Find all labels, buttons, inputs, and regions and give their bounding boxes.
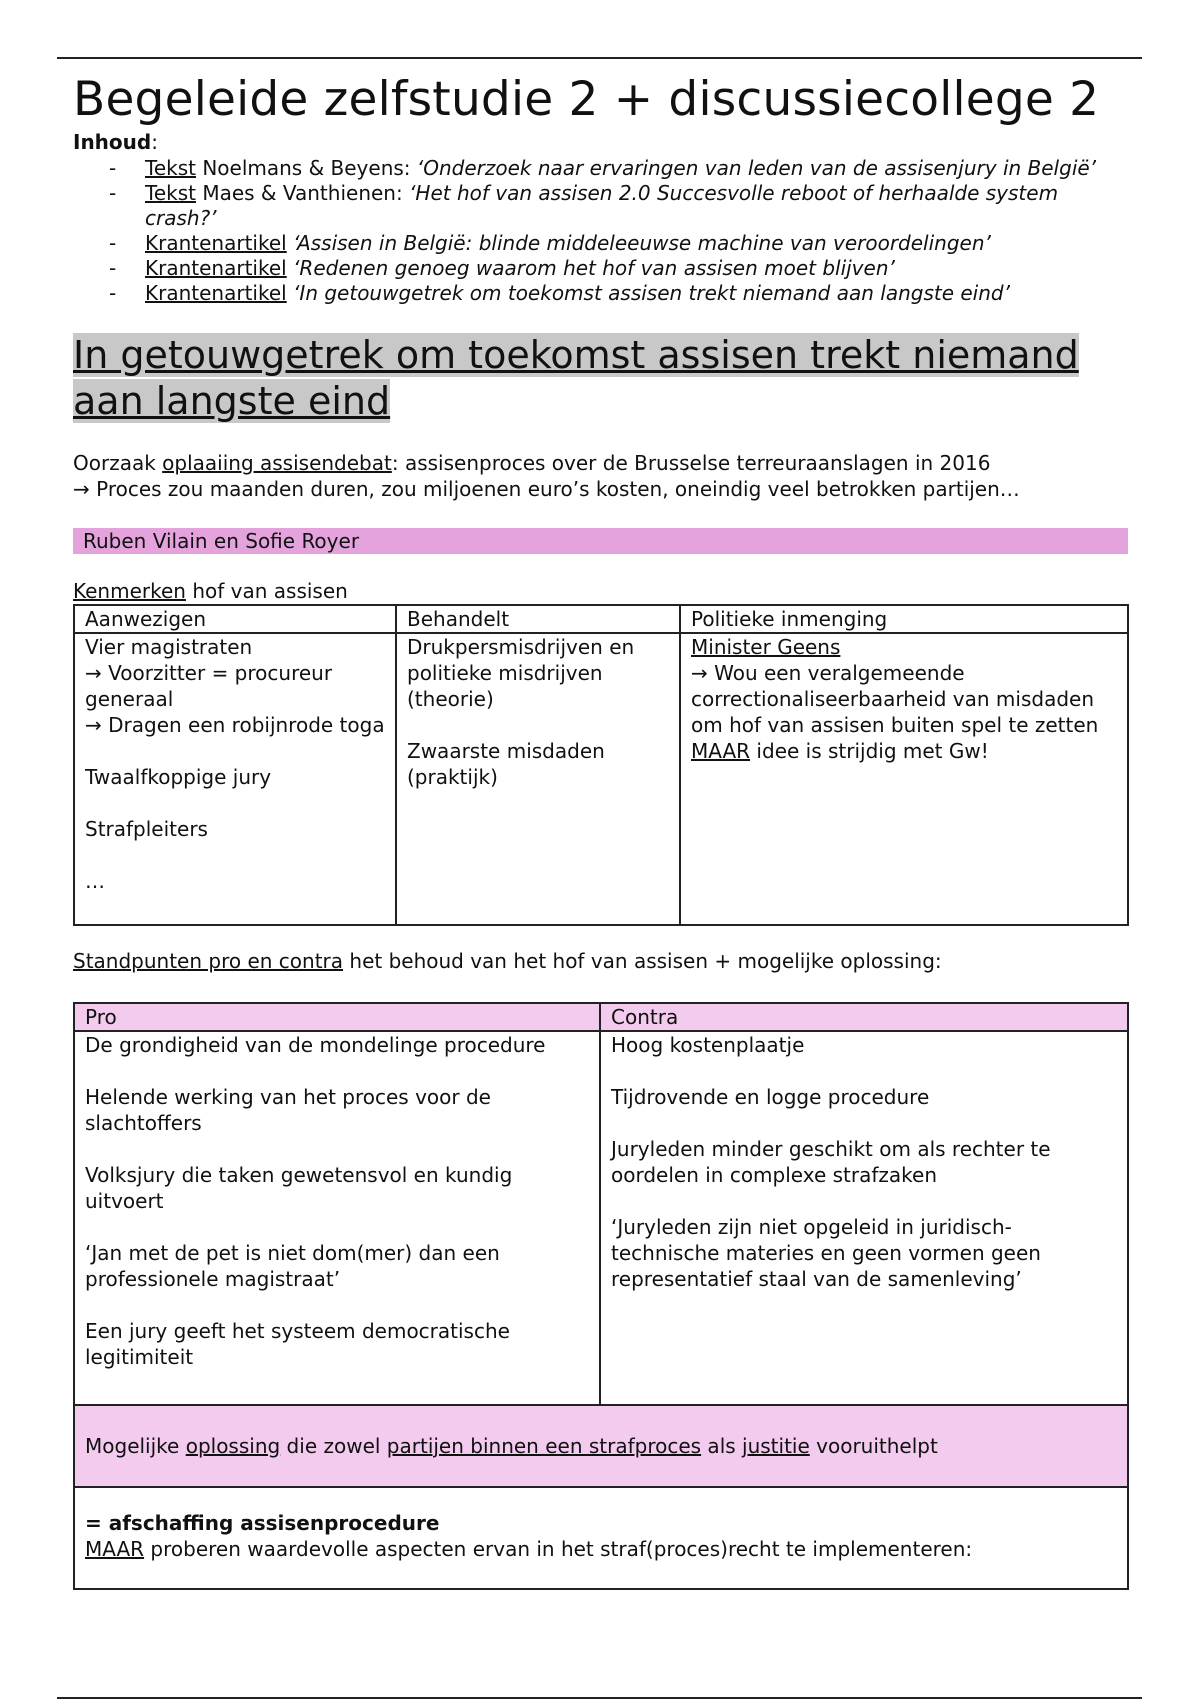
toc-item: - Krantenartikel ‘Assisen in België: blinde middeleeuwse machine van veroordelingen’: [109, 231, 991, 255]
toc-item: - Krantenartikel ‘Redenen genoeg waarom het hof van assisen moet blijven’: [109, 256, 895, 280]
cell-contra: Hoog kostenplaatje Tijdrovende en logge procedure Juryleden minder geschikt om als rechter te oordelen in complexe strafzaken ‘Juryleden zijn niet opgeleid in juridisch-technische materies en geen vormen geen representatief staal van de samenleving’: [600, 1031, 1128, 1405]
afschaffing-cell: = afschaffing assisenprocedure MAAR proberen waardevolle aspecten ervan in het straf(proces)recht te implementeren:: [74, 1487, 1128, 1589]
kenmerken-label: Kenmerken hof van assisen: [73, 579, 348, 603]
table-header-row: [74, 1003, 1128, 1031]
table-header-row: [74, 605, 1128, 633]
standpunten-label: Standpunten pro en contra het behoud van het hof van assisen + mogelijke oplossing:: [73, 949, 942, 973]
oplossing-row: [74, 1405, 1128, 1487]
cell-aanwezigen: Vier magistraten → Voorzitter = procureur generaal → Dragen een robijnrode toga Twaalfkoppige jury Strafpleiters …: [74, 633, 396, 925]
afschaffing-row: [74, 1487, 1128, 1589]
procontra-table: [73, 1002, 1129, 1590]
header-pro: Pro: [74, 1003, 600, 1031]
authors-banner: Ruben Vilain en Sofie Royer: [73, 528, 1128, 554]
kenmerken-table: [73, 604, 1129, 926]
toc-label: Inhoud:: [73, 130, 158, 154]
cell-behandelt: Drukpersmisdrijven en politieke misdrijven (theorie) Zwaarste misdaden (praktijk): [396, 633, 680, 925]
table-row: [74, 633, 1128, 925]
oplossing-cell: Mogelijke oplossing die zowel partijen binnen een strafproces als justitie vooruithelpt: [74, 1405, 1128, 1487]
article-heading: In getouwgetrek om toekomst assisen trekt niemand aan langste eind: [73, 333, 1079, 423]
bottom-rule: [57, 1697, 1142, 1699]
header-aanwezigen: Aanwezigen: [74, 605, 396, 633]
header-contra: Contra: [600, 1003, 1128, 1031]
cell-pro: De grondigheid van de mondelinge procedure Helende werking van het proces voor de slachtoffers Volksjury die taken gewetensvol en kundig uitvoert ‘Jan met de pet is niet dom(mer) dan een professionele magistraat’ Een jury geeft het systeem democratische legitimiteit: [74, 1031, 600, 1405]
page-title: Begeleide zelfstudie 2 + discussiecollege 2: [73, 72, 1100, 127]
toc-item: - Krantenartikel ‘In getouwgetrek om toekomst assisen trekt niemand aan langste eind’: [109, 281, 1010, 305]
cell-politiek: Minister Geens → Wou een veralgemeende correctionaliseerbaarheid van misdaden om hof van assisen buiten spel te zetten MAAR idee is strijdig met Gw!: [680, 633, 1128, 925]
cause-paragraph: Oorzaak oplaaiing assisendebat: assisenproces over de Brusselse terreuraanslagen in 2016 → Proces zou maanden duren, zou miljoenen euro’s kosten, oneindig veel betrokken partijen…: [73, 451, 1020, 501]
cause-consequence: → Proces zou maanden duren, zou miljoenen euro’s kosten, oneindig veel betrokken partijen…: [73, 477, 1020, 501]
toc-item: - Tekst Noelmans & Beyens: ‘Onderzoek naar ervaringen van leden van de assisenjury in België’: [109, 156, 1097, 180]
top-rule: [57, 57, 1142, 59]
header-behandelt: Behandelt: [396, 605, 680, 633]
header-politiek: Politieke inmenging: [680, 605, 1128, 633]
toc-list: [73, 156, 1133, 306]
table-row: [74, 1031, 1128, 1405]
toc-item: - Tekst Maes & Vanthienen: ‘Het hof van assisen 2.0 Succesvolle reboot of herhaalde system crash?’: [109, 181, 1059, 230]
page-content: [73, 70, 1133, 1590]
